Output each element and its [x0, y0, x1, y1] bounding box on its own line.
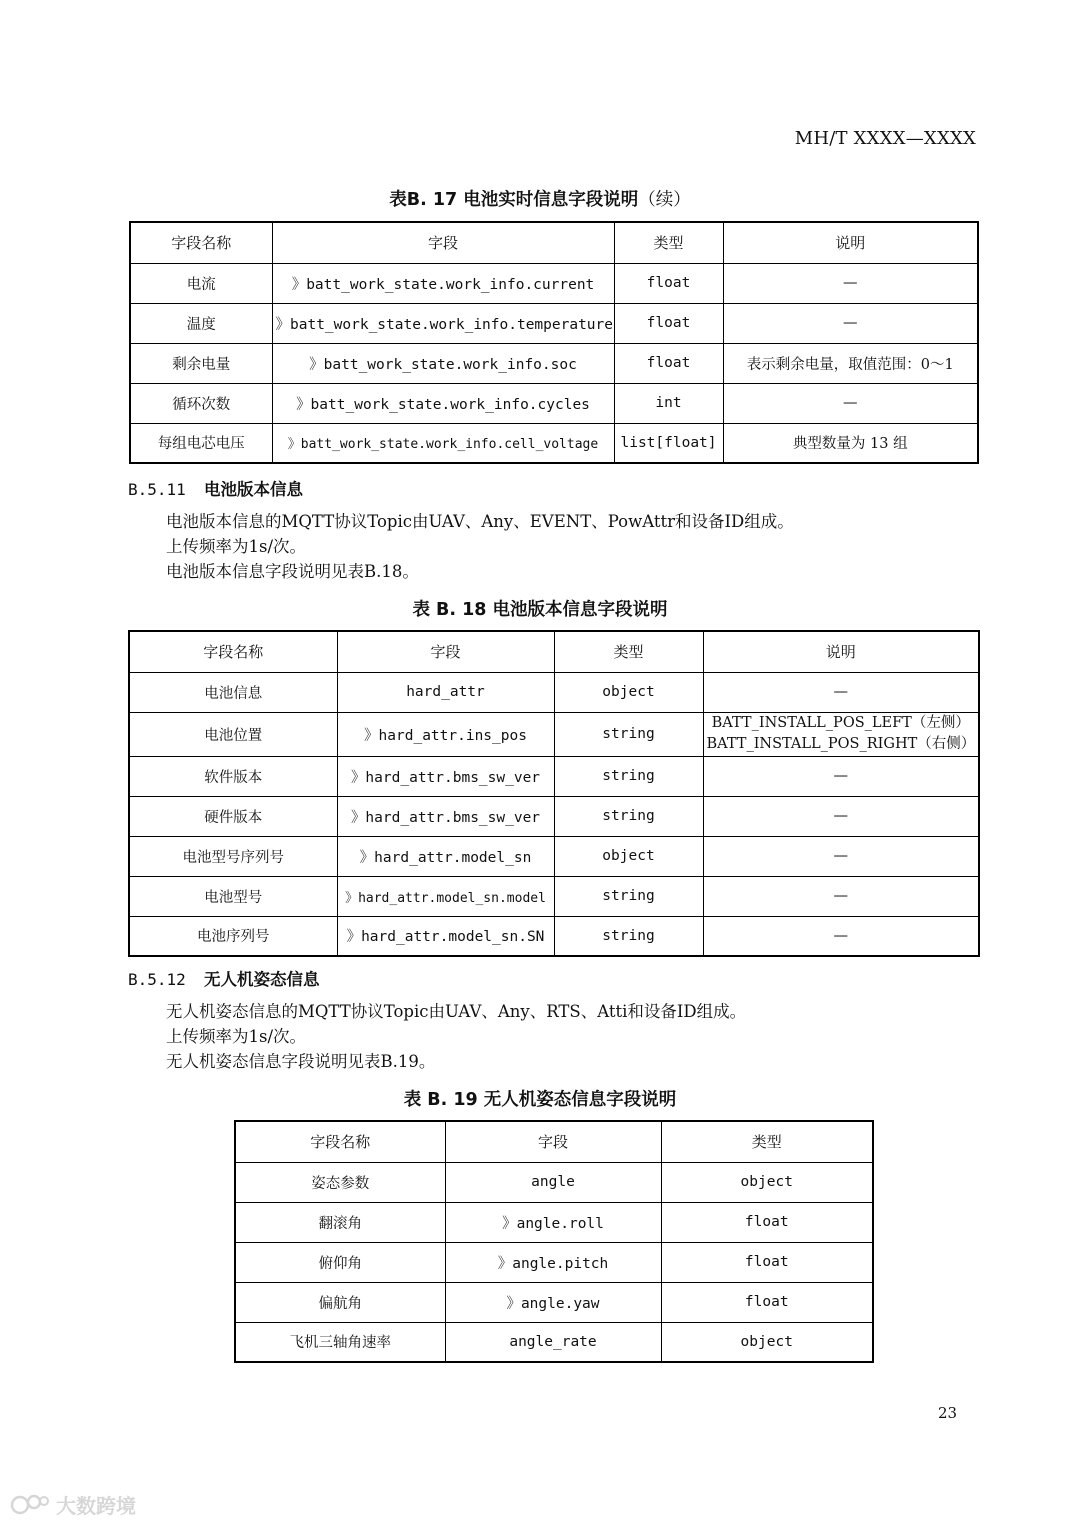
table-header-row — [129, 631, 979, 672]
field-type-cell: list[float] — [614, 423, 723, 463]
field-key-cell: 》batt_work_state.work_info.cycles — [272, 383, 614, 423]
field-type-cell: float — [614, 343, 723, 383]
field-name-cell: 温度 — [130, 303, 272, 343]
table-row — [129, 916, 979, 956]
table-row — [129, 756, 979, 796]
field-type-cell: int — [614, 383, 723, 423]
field-name-cell: 电池信息 — [129, 672, 337, 712]
paragraph-line: 上传频率为1s/次。 — [166, 537, 307, 556]
section-number: B.5.11 — [128, 480, 186, 499]
table-b18-caption: 表 B. 18 电池版本信息字段说明 — [412, 600, 668, 620]
field-desc-cell: — — [723, 383, 978, 423]
table-row — [129, 672, 979, 712]
table-b18 — [128, 630, 980, 957]
field-name-cell: 软件版本 — [129, 756, 337, 796]
paragraph-line: 电池版本信息字段说明见表B.18。 — [166, 562, 419, 581]
watermark-text: 大数跨境 — [56, 1494, 136, 1518]
field-name-cell: 飞机三轴角速率 — [235, 1322, 445, 1362]
header-cell: 字段名称 — [129, 631, 337, 672]
header-cell: 字段 — [337, 631, 554, 672]
section-b512-heading — [128, 966, 320, 990]
field-key-cell: 》angle.pitch — [445, 1242, 661, 1282]
section-title: 无人机姿态信息 — [204, 970, 320, 989]
field-name-cell: 剩余电量 — [130, 343, 272, 383]
field-key-cell: angle — [445, 1162, 661, 1202]
table-row — [130, 423, 978, 463]
table-row — [235, 1282, 873, 1322]
table-row — [129, 796, 979, 836]
field-type-cell: object — [554, 672, 703, 712]
field-desc-cell: 表示剩余电量，取值范围：0～1 — [723, 343, 978, 383]
field-name-cell: 硬件版本 — [129, 796, 337, 836]
paragraph-line: 无人机姿态信息的MQTT协议Topic由UAV、Any、RTS、Atti和设备ID组成。 — [166, 1002, 747, 1021]
field-type-cell: string — [554, 756, 703, 796]
table-row — [129, 836, 979, 876]
table-row — [130, 263, 978, 303]
table-row — [235, 1202, 873, 1242]
header-cell: 字段 — [272, 222, 614, 263]
field-name-cell: 循环次数 — [130, 383, 272, 423]
table-b17-caption-text: 表B. 17 电池实时信息字段说明 — [389, 190, 639, 210]
field-name-cell: 电流 — [130, 263, 272, 303]
field-name-cell: 电池型号序列号 — [129, 836, 337, 876]
field-desc-cell: — — [723, 263, 978, 303]
field-key-cell: hard_attr — [337, 672, 554, 712]
field-type-cell: string — [554, 876, 703, 916]
field-type-cell: float — [661, 1202, 873, 1242]
field-name-cell: 翻滚角 — [235, 1202, 445, 1242]
field-desc-cell: — — [703, 876, 979, 916]
table-b19-caption: 表 B. 19 无人机姿态信息字段说明 — [403, 1090, 677, 1110]
table-header-row — [130, 222, 978, 263]
field-desc-cell: — — [703, 756, 979, 796]
field-type-cell: string — [554, 712, 703, 756]
page-number: 23 — [938, 1404, 958, 1422]
field-name-cell: 每组电芯电压 — [130, 423, 272, 463]
field-type-cell: object — [661, 1322, 873, 1362]
header-cell: 类型 — [554, 631, 703, 672]
field-type-cell: float — [661, 1242, 873, 1282]
field-key-cell: 》hard_attr.model_sn.model — [337, 876, 554, 916]
section-b511-body — [166, 509, 794, 584]
field-desc-cell: — — [703, 672, 979, 712]
section-b512-body — [166, 999, 746, 1074]
field-key-cell: 》hard_attr.bms_sw_ver — [337, 796, 554, 836]
field-type-cell: string — [554, 916, 703, 956]
field-key-cell: 》batt_work_state.work_info.soc — [272, 343, 614, 383]
field-name-cell: 电池位置 — [129, 712, 337, 756]
header-cell: 说明 — [703, 631, 979, 672]
table-row — [130, 343, 978, 383]
field-key-cell: 》hard_attr.ins_pos — [337, 712, 554, 756]
field-type-cell: float — [661, 1282, 873, 1322]
field-key-cell: 》batt_work_state.work_info.cell_voltage — [272, 423, 614, 463]
header-cell: 类型 — [661, 1121, 873, 1162]
brand-logo-icon — [10, 1493, 50, 1517]
field-key-cell: 》batt_work_state.work_info.current — [272, 263, 614, 303]
standard-code: MH/T XXXX—XXXX — [794, 128, 976, 149]
header-cell: 字段 — [445, 1121, 661, 1162]
field-type-cell: float — [614, 263, 723, 303]
table-row — [129, 712, 979, 756]
field-type-cell: object — [661, 1162, 873, 1202]
header-cell: 字段名称 — [130, 222, 272, 263]
paragraph-line: 上传频率为1s/次。 — [166, 1027, 307, 1046]
section-title: 电池版本信息 — [204, 480, 303, 499]
field-name-cell: 俯仰角 — [235, 1242, 445, 1282]
field-name-cell: 电池型号 — [129, 876, 337, 916]
table-b17-caption-cont: （续） — [638, 190, 691, 210]
table-row — [235, 1162, 873, 1202]
field-desc-cell: — — [703, 916, 979, 956]
paragraph-line: 电池版本信息的MQTT协议Topic由UAV、Any、EVENT、PowAttr和设备ID组成。 — [166, 512, 794, 531]
field-desc-cell: 典型数量为 13 组 — [723, 423, 978, 463]
table-row — [129, 876, 979, 916]
table-row — [235, 1322, 873, 1362]
field-key-cell: 》hard_attr.bms_sw_ver — [337, 756, 554, 796]
table-row — [130, 383, 978, 423]
field-key-cell: 》angle.roll — [445, 1202, 661, 1242]
field-type-cell: float — [614, 303, 723, 343]
field-key-cell: angle_rate — [445, 1322, 661, 1362]
field-desc-cell: — — [723, 303, 978, 343]
field-key-cell: 》batt_work_state.work_info.temperature — [272, 303, 614, 343]
watermark — [10, 1490, 136, 1519]
field-name-cell: 姿态参数 — [235, 1162, 445, 1202]
table-row — [235, 1242, 873, 1282]
table-b17 — [129, 221, 979, 464]
field-desc-cell: BATT_INSTALL_POS_LEFT（左侧） BATT_INSTALL_POS_RIGHT（右侧） — [703, 712, 979, 756]
field-key-cell: 》hard_attr.model_sn — [337, 836, 554, 876]
field-desc-cell: — — [703, 836, 979, 876]
field-key-cell: 》angle.yaw — [445, 1282, 661, 1322]
table-b17-caption — [0, 186, 1080, 211]
field-type-cell: string — [554, 796, 703, 836]
field-type-cell: object — [554, 836, 703, 876]
paragraph-line: 无人机姿态信息字段说明见表B.19。 — [166, 1052, 436, 1071]
section-number: B.5.12 — [128, 970, 186, 989]
table-header-row — [235, 1121, 873, 1162]
field-name-cell: 电池序列号 — [129, 916, 337, 956]
table-b19 — [234, 1120, 874, 1363]
field-name-cell: 偏航角 — [235, 1282, 445, 1322]
field-key-cell: 》hard_attr.model_sn.SN — [337, 916, 554, 956]
section-b511-heading — [128, 476, 303, 500]
header-cell: 说明 — [723, 222, 978, 263]
header-cell: 类型 — [614, 222, 723, 263]
header-cell: 字段名称 — [235, 1121, 445, 1162]
table-row — [130, 303, 978, 343]
field-desc-cell: — — [703, 796, 979, 836]
